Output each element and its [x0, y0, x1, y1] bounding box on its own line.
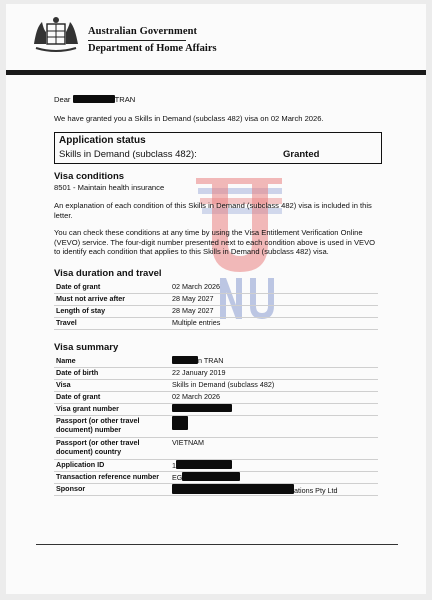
row-key: Travel [54, 318, 166, 330]
row-value: 28 May 2027 [166, 306, 378, 318]
row-key: Length of stay [54, 306, 166, 318]
conditions-explanation: An explanation of each condition of this Skills in Demand (subclass 482) visa is included in this letter. [54, 201, 372, 220]
table-row [54, 416, 378, 438]
redaction-bar [182, 472, 240, 481]
row-key: Visa grant number [54, 404, 166, 416]
row-value: Multiple entries [166, 318, 378, 330]
redaction-bar [73, 95, 115, 103]
table-row [54, 282, 378, 294]
application-status-value: Granted [283, 149, 320, 160]
row-value: 22 January 2019 [166, 368, 378, 380]
letterhead-divider [88, 40, 186, 41]
condition-item: 8501 - Maintain health insurance [54, 183, 165, 192]
coat-of-arms-icon [30, 14, 82, 56]
application-status-box [54, 132, 382, 164]
row-key: Application ID [54, 460, 166, 472]
redaction-bar [172, 404, 232, 412]
row-value: 1 [172, 461, 176, 470]
row-value-cell [166, 416, 378, 438]
table-row [54, 380, 378, 392]
redaction-bar [172, 484, 294, 494]
government-name: Australian Government [88, 26, 198, 37]
summary-table [54, 356, 378, 496]
row-value: 02 March 2026 [166, 282, 378, 294]
row-key: Transaction reference number [54, 472, 166, 484]
table-row [54, 404, 378, 416]
table-row [54, 318, 378, 330]
row-value: n TRAN [198, 356, 224, 365]
duration-table [54, 282, 378, 330]
row-value: VIETNAM [166, 438, 378, 460]
row-key: Passport (or other travel document) country [54, 438, 166, 460]
redaction-bar [172, 416, 188, 430]
table-row [54, 472, 378, 484]
grant-sentence: We have granted you a Skills in Demand (subclass 482) visa on 02 March 2026. [54, 114, 324, 123]
table-row [54, 484, 378, 496]
row-value: 02 March 2026 [166, 392, 378, 404]
table-row [54, 356, 378, 368]
visa-conditions-heading: Visa conditions [54, 171, 125, 182]
row-value: EG [172, 473, 183, 482]
table-row [54, 306, 378, 318]
application-status-visa: Skills in Demand (subclass 482): [59, 149, 197, 160]
row-key: Visa [54, 380, 166, 392]
row-key: Passport (or other travel document) number [54, 416, 166, 438]
row-key: Date of grant [54, 392, 166, 404]
redaction-bar [176, 460, 232, 469]
row-value: ations Pty Ltd [294, 486, 338, 495]
row-value-cell [166, 460, 378, 472]
footer-divider [36, 544, 398, 545]
table-row [54, 392, 378, 404]
vevo-explanation: You can check these conditions at any time by using the Visa Entitlement Verification Online (VEVO) service. The four-digit number presented next to each condition above is used in VEVO to identify each condition that applies to this Skills in Demand (subclass 482) visa. [54, 228, 376, 256]
header-bar [6, 70, 426, 75]
letterhead [6, 4, 426, 70]
salutation-dear: Dear [54, 95, 71, 104]
department-name: Department of Home Affairs [88, 43, 217, 54]
row-value-cell [166, 472, 378, 484]
row-key: Name [54, 356, 166, 368]
row-key: Must not arrive after [54, 294, 166, 306]
row-value-cell [166, 404, 378, 416]
row-key: Date of birth [54, 368, 166, 380]
letter-page [6, 4, 426, 594]
row-value-cell [166, 484, 378, 496]
table-row [54, 438, 378, 460]
row-value: 28 May 2027 [166, 294, 378, 306]
table-row [54, 460, 378, 472]
table-row [54, 294, 378, 306]
redaction-bar [172, 356, 198, 364]
visa-summary-heading: Visa summary [54, 342, 119, 353]
salutation-name: TRAN [114, 95, 136, 104]
table-row [54, 368, 378, 380]
visa-duration-heading: Visa duration and travel [54, 268, 162, 279]
salutation [54, 95, 135, 105]
row-key: Date of grant [54, 282, 166, 294]
row-key: Sponsor [54, 484, 166, 496]
row-value: Skills in Demand (subclass 482) [166, 380, 378, 392]
application-status-title: Application status [59, 135, 146, 146]
row-value-cell [166, 356, 378, 368]
